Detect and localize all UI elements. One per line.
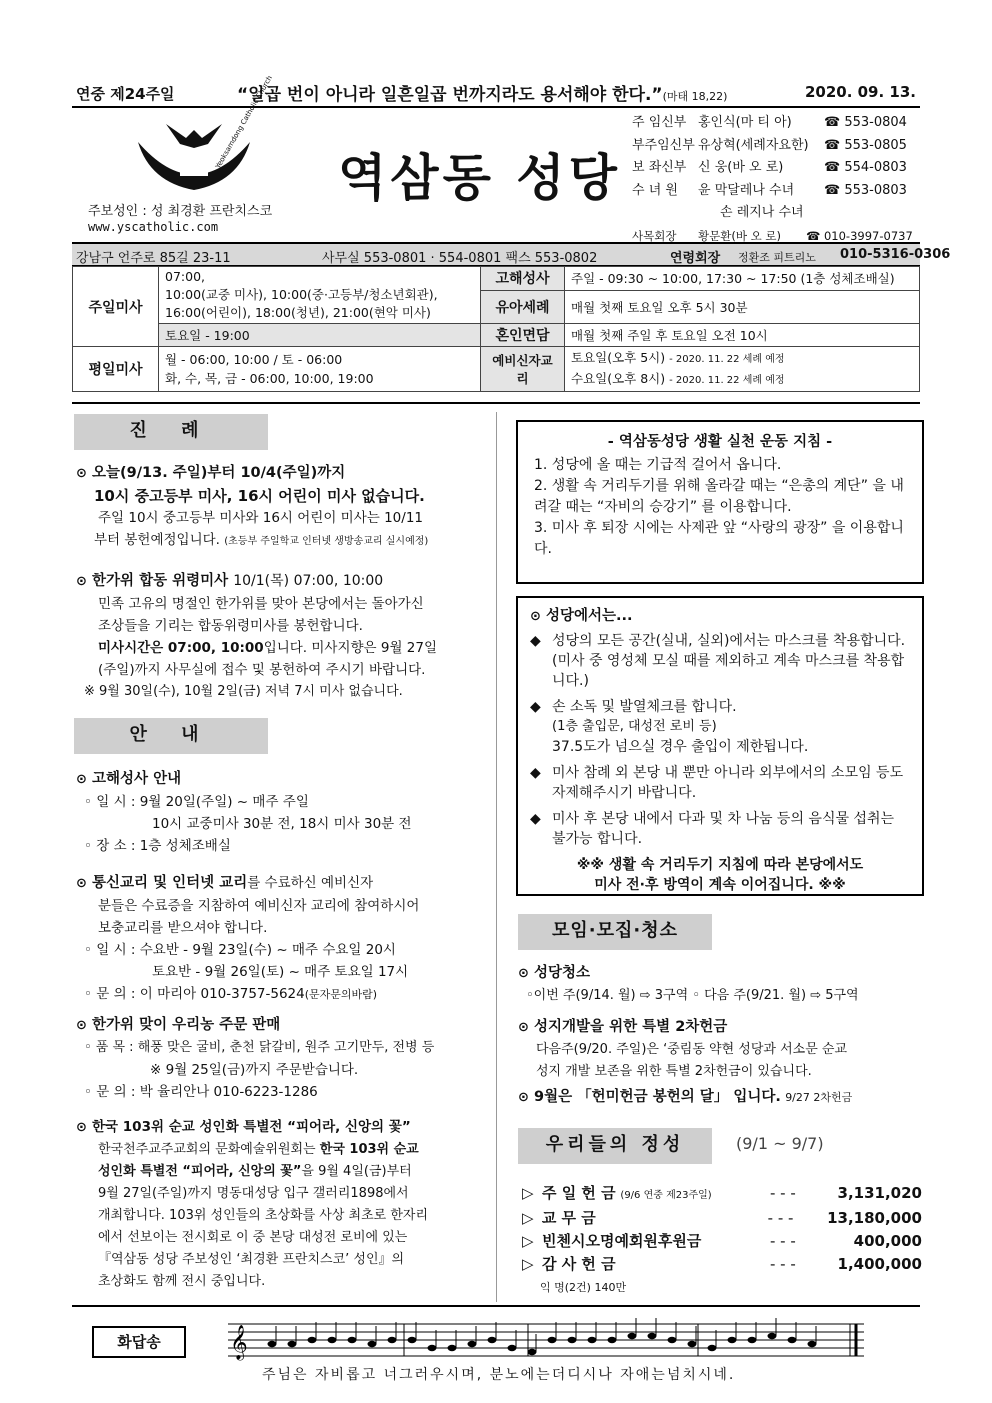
music-note (768, 1333, 777, 1339)
bullet-icon: ⊙ (518, 1020, 529, 1035)
staff-row: 부주임신부 유상혁(세례자요한) ☎ 553-0805 (632, 137, 907, 153)
marriage-label: 혼인면담 (481, 324, 565, 347)
triangle-icon: ▷ (522, 1184, 534, 1202)
bullet-icon: ⊙ (76, 1018, 87, 1033)
column-divider (496, 412, 497, 1302)
church-address: 강남구 언주로 85길 23-11 (76, 251, 231, 266)
diamond-icon: ◆ (530, 633, 541, 649)
divider (72, 1305, 920, 1307)
music-note (688, 1341, 697, 1347)
catechumen-times: 토요일(오후 5시) - 2020. 11. 22 세례 예정 수요일(오후 8시) - 2020. 11. 22 세례 예정 (565, 347, 920, 392)
guideline-title: - 역삼동성당 생활 실천 운동 지침 - (607, 434, 833, 450)
rule-item: ◆ 성당의 모든 공간(실내, 실외)에서는 마스크를 착용합니다. (미사 중 영성체 모실 때를 제외하고 계속 마스크를 착용합니다.) (530, 633, 906, 689)
music-note (528, 1349, 537, 1355)
music-staff (228, 1318, 864, 1362)
offering-row: ▷ 주 일 헌 금 (9/6 연중 제23주일) - - - 3,131,020 (522, 1182, 922, 1207)
staff-row: 수 녀 원 윤 막달레나 수녀 ☎ 553-0803 (632, 182, 907, 198)
music-note (308, 1337, 317, 1343)
offering-row: ▷ 교 무 금 - - - 13,180,000 (522, 1207, 922, 1230)
staff-row: 사목회장 황문환(바 오 로) ☎ 010-3997-0737 (632, 228, 913, 243)
sunday-mass-times: 07:00, 10:00(교중 미사), 10:00(중·고등부/청소년회관), 16:00(어린이), 18:00(청년), 21:00(현악 미사) (159, 267, 481, 324)
notice-art-exhibit: ⊙ 한국 103위 순교 성인화 특별전 “피어라, 신앙의 꽃” 한국천주교주교회의 문화예술위원회는 한국 103위 순교 성인화 특별전 “피어라, 신앙의 꽃”을 9월 4일(금)부터 9월 27일(주일)까지 명동대성당 입구 갤러리1898에서 개최합니다. 103위 성인들의 초상화를 사상 최초로 한자리 에서 선보이는 전시회로 이 중 본당 대성전 로비에 있는 『역삼동 성당 주보성인 ‘최경환 프란치스코’ 성인』의 초상화도 함께 전시 중입니다. (76, 1119, 429, 1289)
music-note (668, 1337, 677, 1343)
rule-item: ◆ 손 소독 및 발열체크를 합니다. (530, 699, 737, 715)
music-note (408, 1337, 417, 1343)
weekday-mass-label: 평일미사 (73, 347, 159, 392)
notice-youth-mass: ⊙ 오늘(9/13. 주일)부터 10/4(주일)까지 10시 중고등부 미사, 16시 어린이 미사 없습니다. 주일 10시 중고등부 미사와 16시 어린이 미사는 10/11 부터 봉헌예정입니다. (초등부 주일학교 인터넷 생방송교리 실시예정) (76, 465, 429, 548)
covid-rules-box: ⊙ 성당에서는... ◆ 성당의 모든 공간(실내, 실외)에서는 마스크를 착용합니다. (미사 중 영성체 모실 때를 제외하고 계속 마스크를 착용합니다.) ◆ 손 소독 및 발열체크를 합니다. (1층 출입문, 대성전 로비 등) 37.5도가 넘으실 경우 출입이 제한됩니다. ◆ 미사 참례 외 본당 내 뿐만 아니라 외부에서의 소모임 등도 자제해주시기 바랍니다. ◆ 미사 후 본당 내에서 다과 및 차 나눔 등의 음식물 섭취는 불가능 합니다. ※※ 생활 속 거리두기 지침에 따라 본당에서도 미사 전·후 방역이 계속 이어집니다. ※※ (516, 596, 924, 896)
music-note (288, 1341, 297, 1347)
offering-row: ▷ 감 사 헌 금 - - - 1,400,000 (522, 1253, 922, 1276)
triangle-icon: ▷ (522, 1209, 534, 1227)
address-bar (72, 242, 951, 266)
issue-date: 2020. 09. 13. (804, 83, 916, 101)
section-meeting-header: 모임·모집·청소 (518, 914, 712, 950)
notice-catechism: ⊙ 통신교리 및 인터넷 교리를 수료하신 예비신자 분들은 수료증을 지참하여 예비신자 교리에 참여하시어 보충교리를 받으셔야 합니다. ◦ 일 시 : 수요반 - 9월 23일(수) ~ 매주 수요일 20시 토요반 - 9월 26일(토) ~ 매주 토요일 17시 ◦ 문 의 : 이 마리아 010-3757-5624(문자문의바람) (76, 875, 420, 1002)
liaison-phone: 010-5316-0306 (840, 247, 951, 262)
rule-item: ◆ 미사 참례 외 본당 내 뿐만 아니라 외부에서의 소모임 등도 자제해주시기 바랍니다. (530, 765, 904, 801)
music-note (388, 1337, 397, 1343)
music-note (468, 1341, 477, 1347)
section-offering-header: 우리들의 정성 (518, 1128, 712, 1164)
music-note (348, 1337, 357, 1343)
staff-row: 손 레지나 수녀 (720, 205, 804, 220)
bullet-icon: ⊙ (76, 876, 87, 891)
infant-baptism-time: 매월 첫째 토요일 오후 5시 30분 (565, 290, 920, 323)
triangle-icon: ▷ (522, 1255, 534, 1273)
music-note (648, 1333, 657, 1339)
liaison-name: 정환조 피트리노 (738, 251, 816, 264)
website-url[interactable]: www.yscatholic.com (88, 220, 219, 234)
bullet-icon: ⊙ (76, 574, 87, 589)
bullet-icon: ⊙ (518, 966, 529, 981)
diamond-icon: ◆ (530, 765, 541, 781)
catechumen-label: 예비신자교리 (481, 347, 565, 392)
offering-list (522, 1182, 922, 1299)
music-note (608, 1337, 617, 1343)
music-note (708, 1345, 717, 1351)
divider (72, 402, 920, 404)
notice-confession: ⊙ 고해성사 안내 ◦ 일 시 : 9월 20일(주일) ~ 매주 주일 10시 교중미사 30분 전, 18시 미사 30분 전 ◦ 장 소 : 1층 성체조배실 (76, 771, 412, 854)
patron-saint: 주보성인 : 성 최경환 프란치스코 (88, 204, 273, 219)
confession-times: 주일 - 09:30 ~ 10:00, 17:30 ~ 17:50 (1층 성체조배실) (565, 267, 920, 291)
anonymous-offering: 익 명(2건) 140만 (540, 1281, 627, 1294)
saturday-mass-time: 토요일 - 19:00 (159, 324, 481, 347)
music-note (628, 1333, 637, 1339)
section-liturgy-header: 진 례 (74, 414, 268, 450)
marriage-time: 매월 첫째 주일 후 토요일 오전 10시 (565, 324, 920, 347)
svg-text:𝄞: 𝄞 (230, 1325, 248, 1360)
responsorial-psalm-label: 화답송 (92, 1326, 186, 1358)
rule-item: ◆ 미사 후 본당 내에서 다과 및 차 나눔 등의 음식물 섭취는 불가능 합니다. (530, 811, 895, 847)
bullet-icon: ⊙ (76, 1120, 87, 1135)
section-notice-header: 안 내 (74, 718, 268, 754)
bullet-icon: ⊙ (76, 772, 87, 787)
notice-cleaning: ⊙ 성당청소 ◦이번 주(9/14. 월) ⇨ 3구역 ◦ 다음 주(9/21. 월) ⇨ 5구역 (518, 965, 859, 1003)
infant-baptism-label: 유아세례 (481, 290, 565, 323)
music-note (448, 1345, 457, 1351)
offering-period: (9/1 ~ 9/7) (736, 1134, 824, 1153)
triangle-icon: ▷ (522, 1232, 534, 1250)
music-note (808, 1341, 817, 1347)
notice-special-collection: ⊙ 성지개발을 위한 특별 2차헌금 다음주(9/20. 주일)은 ‘중림동 약현 성당과 서소문 순교 성지 개발 보존을 위한 특별 2차헌금이 있습니다. (518, 1019, 847, 1079)
music-note (428, 1345, 437, 1351)
music-note (508, 1345, 517, 1351)
music-note (368, 1341, 377, 1347)
music-note (568, 1337, 577, 1343)
header-line (72, 80, 920, 108)
music-note (548, 1337, 557, 1343)
music-note (488, 1337, 497, 1343)
church-title: 역삼동 성당 (338, 149, 621, 207)
diamond-icon: ◆ (530, 811, 541, 827)
guideline-item: 1. 성당에 올 때는 기급적 걸어서 옵니다. (534, 457, 782, 473)
confession-label: 고해성사 (481, 267, 565, 291)
issue-label: 연중 제24주일 (76, 85, 175, 103)
office-phones: 사무실 553-0801 · 554-0801 팩스 553-0802 (322, 251, 598, 266)
notice-month: ⊙ 9월은 「헌미헌금 봉헌의 달」 입니다. 9/27 2차헌금 (518, 1086, 922, 1109)
psalm-lyrics: 주님은 자비롭고 너그러우시며, 분노에는더디시나 자애는넘치시네. (262, 1367, 736, 1383)
mass-schedule-table (72, 266, 920, 392)
sunday-mass-label: 주일미사 (73, 267, 159, 347)
logo-caption: Yeoksamdong Catholic Church (214, 74, 274, 170)
bullet-icon: ⊙ (530, 609, 541, 624)
music-note (748, 1337, 757, 1343)
music-note (788, 1337, 797, 1343)
guideline-box (516, 420, 924, 584)
notice-memorial-mass: ⊙ 한가위 합동 위령미사 10/1(목) 07:00, 10:00 민족 고유의 명절인 한가위를 맞아 본당에서는 돌아가신 조상들을 기리는 합동위령미사를 봉헌합니다. 미사시간은 07:00, 10:00입니다. 미사지향은 9월 27일 (주일)까지 사무실에 접수 및 봉헌하여 주시기 바랍니다. ※ 9월 30일(수), 10월 2일(금) 저녁 7시 미사 없습니다. (76, 573, 438, 699)
bullet-icon: ⊙ (518, 1090, 529, 1105)
weekday-mass-times: 월 - 06:00, 10:00 / 토 - 06:00 화, 수, 목, 금 - 06:00, 10:00, 19:00 (159, 347, 481, 392)
music-note (728, 1337, 737, 1343)
guideline-item: 2. 생활 속 거리두기를 위해 올라갈 때는 “은총의 계단” 을 내려갈 때는 “자비의 승강기” 를 이용합니다. (534, 478, 904, 515)
gospel-quote: “일곱 번이 아니라 일흔일곱 번까지라도 용서해야 한다.”(마태 18,22) (237, 85, 728, 105)
music-note (588, 1337, 597, 1343)
notice-farm-sale: ⊙ 한가위 맞이 우리농 주문 판매 ◦ 품 목 : 해풍 맞은 굴비, 춘천 닭갈비, 원주 고기만두, 전병 등 ※ 9월 25일(금)까지 주문받습니다. ◦ 문 의 : 박 율리안나 010-6223-1286 (76, 1017, 435, 1100)
music-note (328, 1337, 337, 1343)
diamond-icon: ◆ (530, 699, 541, 715)
staff-row: 보 좌신부 신 웅(바 오 로) ☎ 554-0803 (632, 160, 907, 175)
offering-row: ▷ 빈첸시오명예회원후원금 - - - 400,000 (522, 1230, 922, 1253)
guideline-item: 3. 미사 후 퇴장 시에는 사제관 앞 “사랑의 광장” 을 이용합니다. (534, 520, 904, 557)
liaison-label: 연령회장 (670, 251, 721, 266)
staff-row: 주 임신부 홍인식(마 티 아) ☎ 553-0804 (632, 115, 907, 130)
bullet-icon: ⊙ (76, 466, 87, 481)
music-note (268, 1341, 277, 1347)
staff-list (632, 112, 922, 247)
